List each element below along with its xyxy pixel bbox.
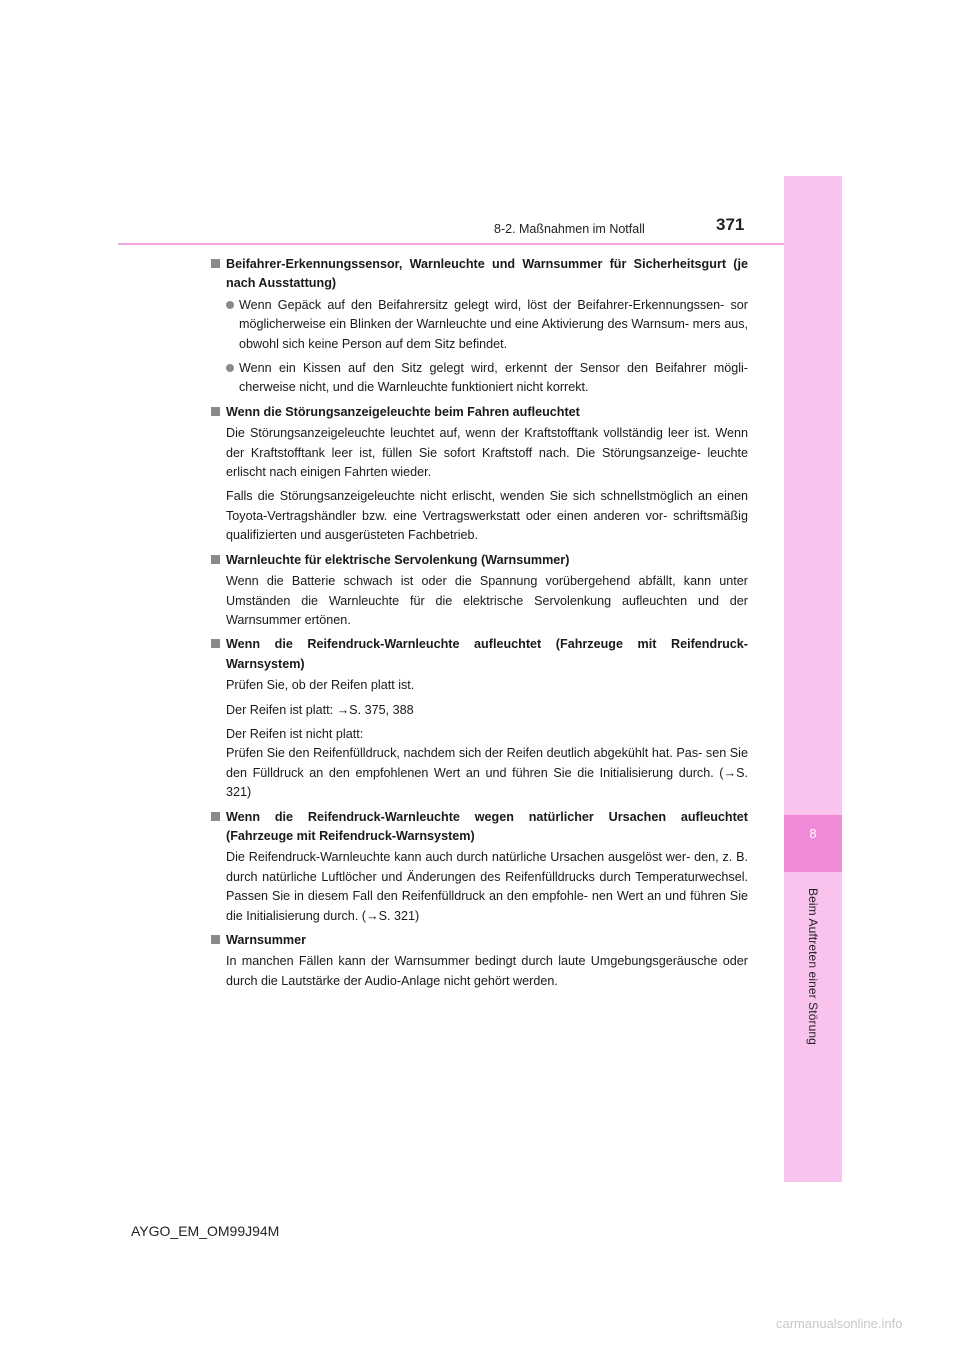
paragraph: Der Reifen ist platt: →S. 375, 388 xyxy=(226,702,414,717)
chapter-number-box xyxy=(784,815,842,872)
item-title: Warnleuchte für elektrische Servolenkung (Warnsummer) xyxy=(226,552,570,567)
square-bullet-icon xyxy=(211,812,220,821)
bullet-text: Wenn Gepäck auf den Beifahrersitz gelegt wird, löst der Beifahrer-Erkennungssen- sor möglicherweise ein Blinken der Warnleuchte und eine Aktivierung des Warnsum- mers aus, obwohl sich keine Person auf dem Sitz befindet. xyxy=(239,297,748,351)
paragraph: Falls die Störungsanzeigeleuchte nicht erlischt, wenden Sie sich schnellstmöglich an einen Toyota-Vertragshändler bzw. eine Vertragswerkstatt oder einen anderen vor- schriftsmäßig qualifizierten und ausgerüsteten Fachbetrieb. xyxy=(226,489,748,543)
watermark: carmanualsonline.info xyxy=(776,1316,903,1331)
paragraph: Die Störungsanzeigeleuchte leuchtet auf, wenn der Kraftstofftank vollständig leer ist. Wenn der Kraftstofftank leer ist, füllen Sie sofort Kraftstoff nach. Die Störungsanzeige- leuchte erlischt nach einigen Fahrten wieder. xyxy=(226,426,748,480)
header-section-title: 8-2. Maßnahmen im Notfall xyxy=(494,222,645,236)
square-bullet-icon xyxy=(211,639,220,648)
list-item xyxy=(211,255,748,398)
square-bullet-icon xyxy=(211,935,220,944)
bullet-item xyxy=(211,296,748,354)
paragraph: In manchen Fällen kann der Warnsummer bedingt durch laute Umgebungsgeräusche oder durch die Lautstärke der Audio-Anlage nicht gehört werden. xyxy=(226,954,748,988)
document-code: AYGO_EM_OM99J94M xyxy=(131,1223,280,1239)
bullet-text: Wenn ein Kissen auf den Sitz gelegt wird, erkennt der Sensor den Beifahrer mögli- cherweise nicht, und die Warnleuchte funktioniert nicht korrekt. xyxy=(239,361,748,395)
paragraph: Wenn die Batterie schwach ist oder die Spannung vorübergehend abfällt, kann unter Umständen die Warnleuchte für die elektrische Servolenkung aufleuchten und der Warnsummer ertönen. xyxy=(226,574,748,627)
header-divider xyxy=(118,243,784,245)
item-title: Wenn die Reifendruck-Warnleuchte wegen natürlicher Ursachen aufleuchtet (Fahrzeuge mit Reifendruck-Warnsystem) xyxy=(226,809,748,843)
list-item xyxy=(211,931,748,991)
circle-bullet-icon xyxy=(226,301,234,309)
paragraph-line: Der Reifen ist nicht platt: xyxy=(226,726,364,741)
square-bullet-icon xyxy=(211,259,220,268)
item-title: Beifahrer-Erkennungssensor, Warnleuchte und Warnsummer für Sicherheitsgurt (je nach Ausstattung) xyxy=(226,257,748,291)
square-bullet-icon xyxy=(211,555,220,564)
page-content xyxy=(211,255,748,996)
chapter-title: Beim Auftreten einer Störung xyxy=(806,888,820,1045)
chapter-number: 8 xyxy=(809,826,817,841)
bullet-item xyxy=(211,359,748,398)
item-title: Wenn die Reifendruck-Warnleuchte aufleuchtet (Fahrzeuge mit Reifendruck- Warnsystem) xyxy=(226,637,748,671)
item-title: Wenn die Störungsanzeigeleuchte beim Fahren aufleuchtet xyxy=(226,404,580,419)
paragraph xyxy=(211,725,748,803)
list-item xyxy=(211,403,748,546)
list-item xyxy=(211,808,748,926)
paragraph-line: Prüfen Sie den Reifenfülldruck, nachdem sich der Reifen deutlich abgekühlt hat. Pas- sen Sie den Fülldruck an den empfohlenen Wert an und führen Sie die Initialisierung durch. (→S. 321) xyxy=(226,746,748,800)
page-number: 371 xyxy=(716,215,745,234)
item-title: Warnsummer xyxy=(226,933,307,947)
paragraph: Prüfen Sie, ob der Reifen platt ist. xyxy=(226,678,415,693)
circle-bullet-icon xyxy=(226,364,234,372)
list-item xyxy=(211,551,748,631)
square-bullet-icon xyxy=(211,407,220,416)
list-item xyxy=(211,635,748,802)
paragraph: Die Reifendruck-Warnleuchte kann auch durch natürliche Ursachen ausgelöst wer- den, z. B. durch natürliche Luftlöcher und Änderungen des Reifenfülldrucks durch Temperaturwechsel. Passen Sie in diesem Fall den Reifenfülldruck an den empfohle- nen Wert an und führen Sie die Initialisierung durch. (→S. 321) xyxy=(226,850,748,923)
